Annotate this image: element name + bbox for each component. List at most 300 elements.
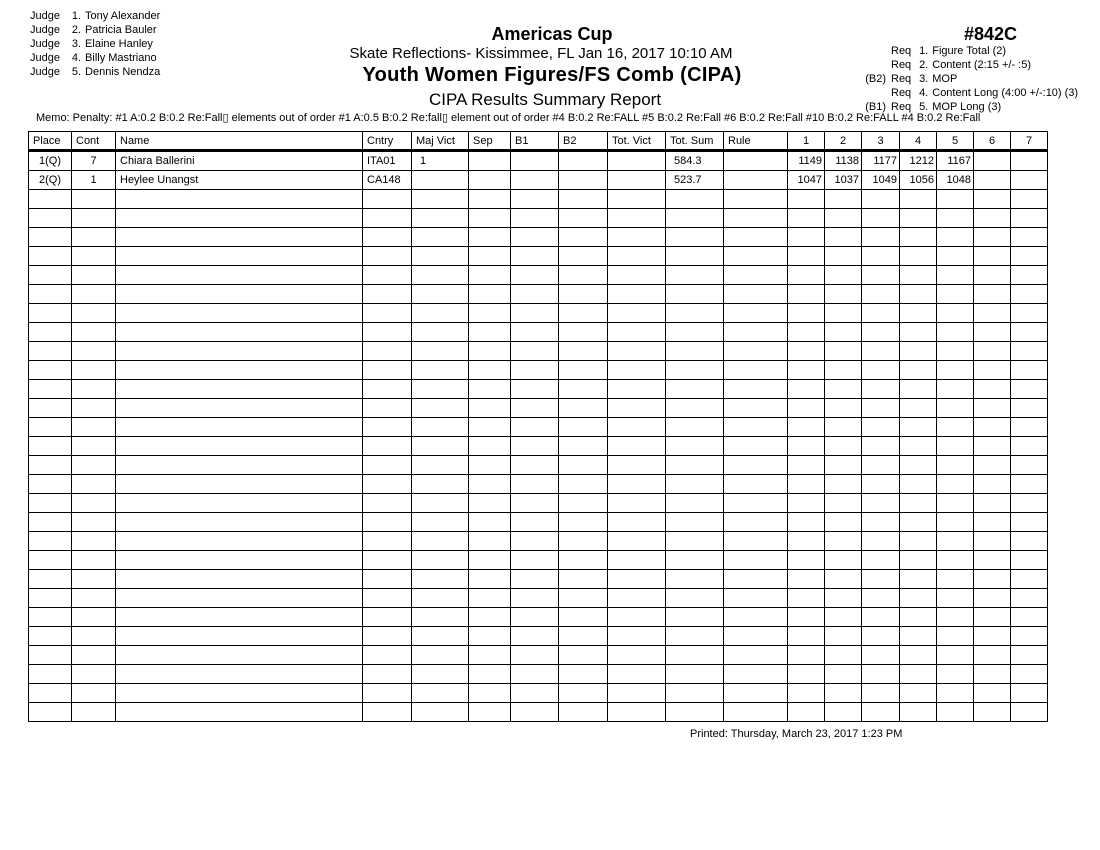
cell-empty — [666, 323, 724, 342]
cell-empty — [511, 494, 559, 513]
cell-empty — [469, 646, 511, 665]
cell-empty — [29, 684, 72, 703]
cell-empty — [724, 437, 788, 456]
cell-empty — [666, 209, 724, 228]
col-header-cont: Cont — [72, 132, 116, 151]
cell-empty — [608, 418, 666, 437]
cell-empty — [724, 380, 788, 399]
cell-empty — [788, 456, 825, 475]
cell-empty — [469, 323, 511, 342]
cell-empty — [724, 228, 788, 247]
cell-name: Chiara Ballerini — [116, 151, 363, 171]
table-row-empty — [29, 437, 1048, 456]
cell-cont: 1 — [72, 171, 116, 190]
cell-empty — [724, 190, 788, 209]
cell-empty — [666, 627, 724, 646]
judge-line: Judge 2. Patricia Bauler — [30, 24, 157, 36]
col-header-place: Place — [29, 132, 72, 151]
cell-empty — [937, 513, 974, 532]
cell-empty — [788, 399, 825, 418]
cell-empty — [937, 646, 974, 665]
cell-sep — [469, 171, 511, 190]
cell-empty — [724, 570, 788, 589]
cell-maj-vict: 1 — [412, 151, 469, 171]
cell-tot-sum: 584.3 — [666, 151, 724, 171]
cell-empty — [412, 551, 469, 570]
cell-empty — [862, 494, 900, 513]
report-title: CIPA Results Summary Report — [428, 90, 662, 109]
cell-empty — [862, 437, 900, 456]
cell-empty — [29, 285, 72, 304]
cell-empty — [412, 494, 469, 513]
cell-empty — [900, 380, 937, 399]
table-row-empty — [29, 266, 1048, 285]
cell-empty — [666, 589, 724, 608]
cell-empty — [72, 513, 116, 532]
cell-empty — [29, 380, 72, 399]
cell-empty — [511, 627, 559, 646]
cell-empty — [559, 646, 608, 665]
cell-empty — [1011, 323, 1048, 342]
cell-empty — [825, 532, 862, 551]
table-header-row — [29, 132, 1048, 151]
cell-empty — [937, 209, 974, 228]
cell-empty — [29, 266, 72, 285]
cell-empty — [862, 399, 900, 418]
table-row-empty — [29, 532, 1048, 551]
cell-empty — [469, 380, 511, 399]
cell-empty — [511, 646, 559, 665]
cell-empty — [72, 551, 116, 570]
cell-empty — [469, 551, 511, 570]
cell-empty — [825, 342, 862, 361]
cell-empty — [363, 266, 412, 285]
cell-empty — [469, 399, 511, 418]
cell-empty — [29, 399, 72, 418]
cell-empty — [1011, 589, 1048, 608]
table-row-empty — [29, 456, 1048, 475]
cell-empty — [862, 304, 900, 323]
cell-empty — [412, 247, 469, 266]
cell-judge-5: 1048 — [937, 171, 974, 190]
cell-empty — [608, 456, 666, 475]
col-header-judge-3: 3 — [862, 132, 900, 151]
judge-line: Judge 5. Dennis Nendza — [30, 66, 161, 78]
cell-empty — [72, 437, 116, 456]
cell-empty — [116, 646, 363, 665]
cell-empty — [412, 228, 469, 247]
cell-empty — [412, 684, 469, 703]
cell-empty — [363, 570, 412, 589]
cell-empty — [29, 342, 72, 361]
cell-empty — [608, 190, 666, 209]
cell-empty — [937, 361, 974, 380]
cell-empty — [788, 266, 825, 285]
table-row-empty — [29, 209, 1048, 228]
cell-empty — [937, 285, 974, 304]
cell-empty — [469, 228, 511, 247]
table-row-empty — [29, 380, 1048, 399]
cell-empty — [937, 570, 974, 589]
table-row-empty — [29, 247, 1048, 266]
cell-empty — [1011, 418, 1048, 437]
cell-cntry: CA148 — [363, 171, 412, 190]
table-row-empty — [29, 418, 1048, 437]
requirement-line: (B1) Req 5. MOP Long (3) — [865, 101, 1002, 113]
cell-empty — [559, 551, 608, 570]
col-header-tot-vict: Tot. Vict — [608, 132, 666, 151]
col-header-cntry: Cntry — [363, 132, 412, 151]
table-row-empty — [29, 304, 1048, 323]
cell-empty — [1011, 304, 1048, 323]
cell-empty — [559, 627, 608, 646]
cell-empty — [559, 209, 608, 228]
cell-empty — [825, 570, 862, 589]
cell-empty — [511, 285, 559, 304]
cell-empty — [608, 532, 666, 551]
cell-empty — [974, 304, 1011, 323]
requirement-line: Req 1. Figure Total (2) — [891, 45, 1007, 57]
cell-empty — [1011, 475, 1048, 494]
event-number: #842C — [964, 24, 1018, 44]
cell-empty — [116, 285, 363, 304]
cell-empty — [559, 323, 608, 342]
cell-empty — [608, 475, 666, 494]
cell-empty — [825, 190, 862, 209]
cell-empty — [974, 589, 1011, 608]
cell-empty — [559, 475, 608, 494]
cell-empty — [666, 361, 724, 380]
cell-empty — [511, 266, 559, 285]
col-header-rule: Rule — [724, 132, 788, 151]
cell-empty — [511, 703, 559, 722]
cell-empty — [666, 475, 724, 494]
cell-empty — [1011, 513, 1048, 532]
cell-empty — [1011, 209, 1048, 228]
cell-empty — [937, 323, 974, 342]
cell-empty — [559, 418, 608, 437]
cell-empty — [363, 551, 412, 570]
cell-empty — [825, 684, 862, 703]
cell-empty — [363, 665, 412, 684]
cell-empty — [788, 304, 825, 323]
cell-empty — [724, 456, 788, 475]
cell-empty — [469, 209, 511, 228]
cell-empty — [511, 228, 559, 247]
cell-empty — [363, 646, 412, 665]
cell-empty — [469, 437, 511, 456]
cell-empty — [511, 209, 559, 228]
cell-empty — [937, 342, 974, 361]
cell-empty — [72, 703, 116, 722]
cell-empty — [974, 266, 1011, 285]
cell-empty — [825, 209, 862, 228]
cell-empty — [363, 437, 412, 456]
cell-empty — [724, 361, 788, 380]
cell-empty — [72, 627, 116, 646]
cell-empty — [29, 228, 72, 247]
cell-empty — [724, 665, 788, 684]
cell-empty — [724, 532, 788, 551]
cell-empty — [937, 627, 974, 646]
cell-empty — [363, 456, 412, 475]
cell-empty — [862, 228, 900, 247]
table-row-empty — [29, 399, 1048, 418]
cell-empty — [29, 190, 72, 209]
cell-empty — [363, 285, 412, 304]
table-row-empty — [29, 513, 1048, 532]
cell-empty — [666, 570, 724, 589]
cell-empty — [974, 665, 1011, 684]
cell-empty — [559, 437, 608, 456]
cell-empty — [72, 418, 116, 437]
cell-empty — [363, 380, 412, 399]
cell-empty — [608, 380, 666, 399]
cell-empty — [900, 570, 937, 589]
cell-empty — [559, 703, 608, 722]
col-header-b2: B2 — [559, 132, 608, 151]
cell-empty — [724, 608, 788, 627]
cell-empty — [825, 551, 862, 570]
cell-empty — [511, 684, 559, 703]
cell-empty — [72, 361, 116, 380]
cell-tot-vict — [608, 171, 666, 190]
cell-empty — [72, 266, 116, 285]
results-table — [28, 131, 1048, 722]
cell-empty — [900, 247, 937, 266]
table-row-empty — [29, 608, 1048, 627]
cell-empty — [724, 627, 788, 646]
cell-empty — [72, 589, 116, 608]
cell-empty — [469, 589, 511, 608]
cell-empty — [666, 228, 724, 247]
cell-empty — [825, 589, 862, 608]
cell-empty — [862, 323, 900, 342]
cell-empty — [608, 570, 666, 589]
cell-empty — [363, 361, 412, 380]
cell-empty — [862, 684, 900, 703]
cell-empty — [666, 646, 724, 665]
cell-empty — [862, 209, 900, 228]
cell-empty — [974, 551, 1011, 570]
cell-empty — [72, 380, 116, 399]
cell-empty — [666, 703, 724, 722]
cell-empty — [825, 608, 862, 627]
cell-empty — [1011, 665, 1048, 684]
cell-empty — [900, 399, 937, 418]
cell-empty — [363, 703, 412, 722]
cell-judge-7 — [1011, 171, 1048, 190]
memo-text: Memo: Penalty: #1 A:0.2 B:0.2 Re:Fall▯ elements out of order #1 A:0.5 B:0.2 Re:fall▯ element out of order #4 B:0.2 Re:FALL #5 B:0.2 Re:Fall #6 B:0.2 Re:Fall #10 B:0.2 Re:FALL #4 B:0.2 Re:Fall — [36, 112, 981, 124]
col-header-b1: B1 — [511, 132, 559, 151]
cell-empty — [900, 551, 937, 570]
cell-empty — [788, 532, 825, 551]
cell-empty — [788, 190, 825, 209]
cell-empty — [559, 380, 608, 399]
cell-empty — [825, 665, 862, 684]
cell-empty — [469, 190, 511, 209]
cell-empty — [608, 437, 666, 456]
cell-empty — [974, 513, 1011, 532]
cell-empty — [559, 494, 608, 513]
cell-empty — [412, 399, 469, 418]
cell-empty — [862, 513, 900, 532]
cell-empty — [608, 627, 666, 646]
cell-empty — [412, 627, 469, 646]
cell-empty — [116, 399, 363, 418]
cell-empty — [825, 380, 862, 399]
table-row-empty — [29, 361, 1048, 380]
cell-empty — [788, 228, 825, 247]
cell-empty — [559, 304, 608, 323]
cell-empty — [1011, 380, 1048, 399]
col-header-judge-4: 4 — [900, 132, 937, 151]
cell-empty — [469, 285, 511, 304]
cell-empty — [412, 665, 469, 684]
cell-empty — [116, 570, 363, 589]
table-row-empty — [29, 228, 1048, 247]
cell-empty — [29, 532, 72, 551]
cell-empty — [559, 589, 608, 608]
cell-empty — [559, 342, 608, 361]
cell-empty — [937, 703, 974, 722]
cell-empty — [116, 266, 363, 285]
cell-judge-4: 1212 — [900, 151, 937, 171]
cell-empty — [937, 608, 974, 627]
cell-empty — [666, 494, 724, 513]
table-row-empty — [29, 703, 1048, 722]
cell-empty — [666, 551, 724, 570]
cell-empty — [788, 494, 825, 513]
cell-empty — [862, 342, 900, 361]
cell-empty — [608, 665, 666, 684]
cell-empty — [608, 228, 666, 247]
cell-empty — [116, 361, 363, 380]
cell-empty — [363, 323, 412, 342]
cell-empty — [666, 513, 724, 532]
cell-empty — [116, 304, 363, 323]
cell-empty — [608, 209, 666, 228]
cell-empty — [72, 209, 116, 228]
cell-place: 2(Q) — [29, 171, 72, 190]
cell-empty — [788, 646, 825, 665]
cell-empty — [862, 665, 900, 684]
cell-name: Heylee Unangst — [116, 171, 363, 190]
cell-empty — [1011, 399, 1048, 418]
cell-empty — [974, 437, 1011, 456]
cell-empty — [825, 323, 862, 342]
cell-empty — [937, 551, 974, 570]
cell-empty — [412, 323, 469, 342]
cell-judge-1: 1149 — [788, 151, 825, 171]
cell-empty — [825, 513, 862, 532]
cell-empty — [559, 247, 608, 266]
cell-empty — [412, 418, 469, 437]
cell-empty — [412, 456, 469, 475]
cell-empty — [900, 228, 937, 247]
cell-empty — [363, 190, 412, 209]
cell-empty — [974, 209, 1011, 228]
cell-empty — [116, 209, 363, 228]
cell-empty — [116, 475, 363, 494]
competition-title: Americas Cup — [491, 24, 613, 44]
cell-empty — [412, 380, 469, 399]
table-row-empty — [29, 342, 1048, 361]
cell-empty — [511, 323, 559, 342]
cell-empty — [363, 475, 412, 494]
cell-empty — [900, 361, 937, 380]
cell-empty — [937, 380, 974, 399]
cell-empty — [788, 342, 825, 361]
requirement-line: (B2) Req 3. MOP — [865, 73, 958, 85]
cell-empty — [862, 551, 900, 570]
cell-empty — [724, 513, 788, 532]
cell-empty — [1011, 266, 1048, 285]
col-header-judge-5: 5 — [937, 132, 974, 151]
table-row-empty — [29, 627, 1048, 646]
cell-empty — [116, 456, 363, 475]
cell-empty — [974, 399, 1011, 418]
cell-empty — [72, 684, 116, 703]
cell-empty — [825, 361, 862, 380]
cell-empty — [72, 190, 116, 209]
cell-empty — [788, 684, 825, 703]
cell-empty — [937, 266, 974, 285]
cell-empty — [1011, 627, 1048, 646]
cell-empty — [72, 532, 116, 551]
cell-tot-vict — [608, 151, 666, 171]
cell-empty — [29, 209, 72, 228]
cell-empty — [559, 684, 608, 703]
cell-empty — [72, 323, 116, 342]
cell-empty — [116, 418, 363, 437]
cell-empty — [412, 190, 469, 209]
cell-empty — [469, 684, 511, 703]
judges-list — [30, 9, 160, 79]
cell-empty — [363, 608, 412, 627]
cell-empty — [724, 418, 788, 437]
cell-empty — [788, 589, 825, 608]
cell-empty — [900, 665, 937, 684]
cell-empty — [72, 456, 116, 475]
judge-line: Judge 3. Elaine Hanley — [30, 38, 153, 50]
cell-empty — [72, 665, 116, 684]
col-header-sep: Sep — [469, 132, 511, 151]
cell-empty — [469, 665, 511, 684]
cell-empty — [116, 494, 363, 513]
cell-empty — [788, 475, 825, 494]
cell-empty — [511, 532, 559, 551]
cell-empty — [559, 285, 608, 304]
table-row-empty — [29, 190, 1048, 209]
cell-empty — [363, 304, 412, 323]
cell-empty — [937, 228, 974, 247]
cell-empty — [900, 304, 937, 323]
cell-empty — [72, 399, 116, 418]
cell-b1 — [511, 171, 559, 190]
cell-empty — [666, 684, 724, 703]
cell-empty — [29, 513, 72, 532]
cell-empty — [862, 190, 900, 209]
cell-empty — [937, 190, 974, 209]
cell-empty — [72, 228, 116, 247]
cell-empty — [116, 437, 363, 456]
cell-empty — [29, 247, 72, 266]
table-row-empty — [29, 570, 1048, 589]
cell-empty — [412, 361, 469, 380]
cell-empty — [72, 646, 116, 665]
cell-empty — [511, 361, 559, 380]
